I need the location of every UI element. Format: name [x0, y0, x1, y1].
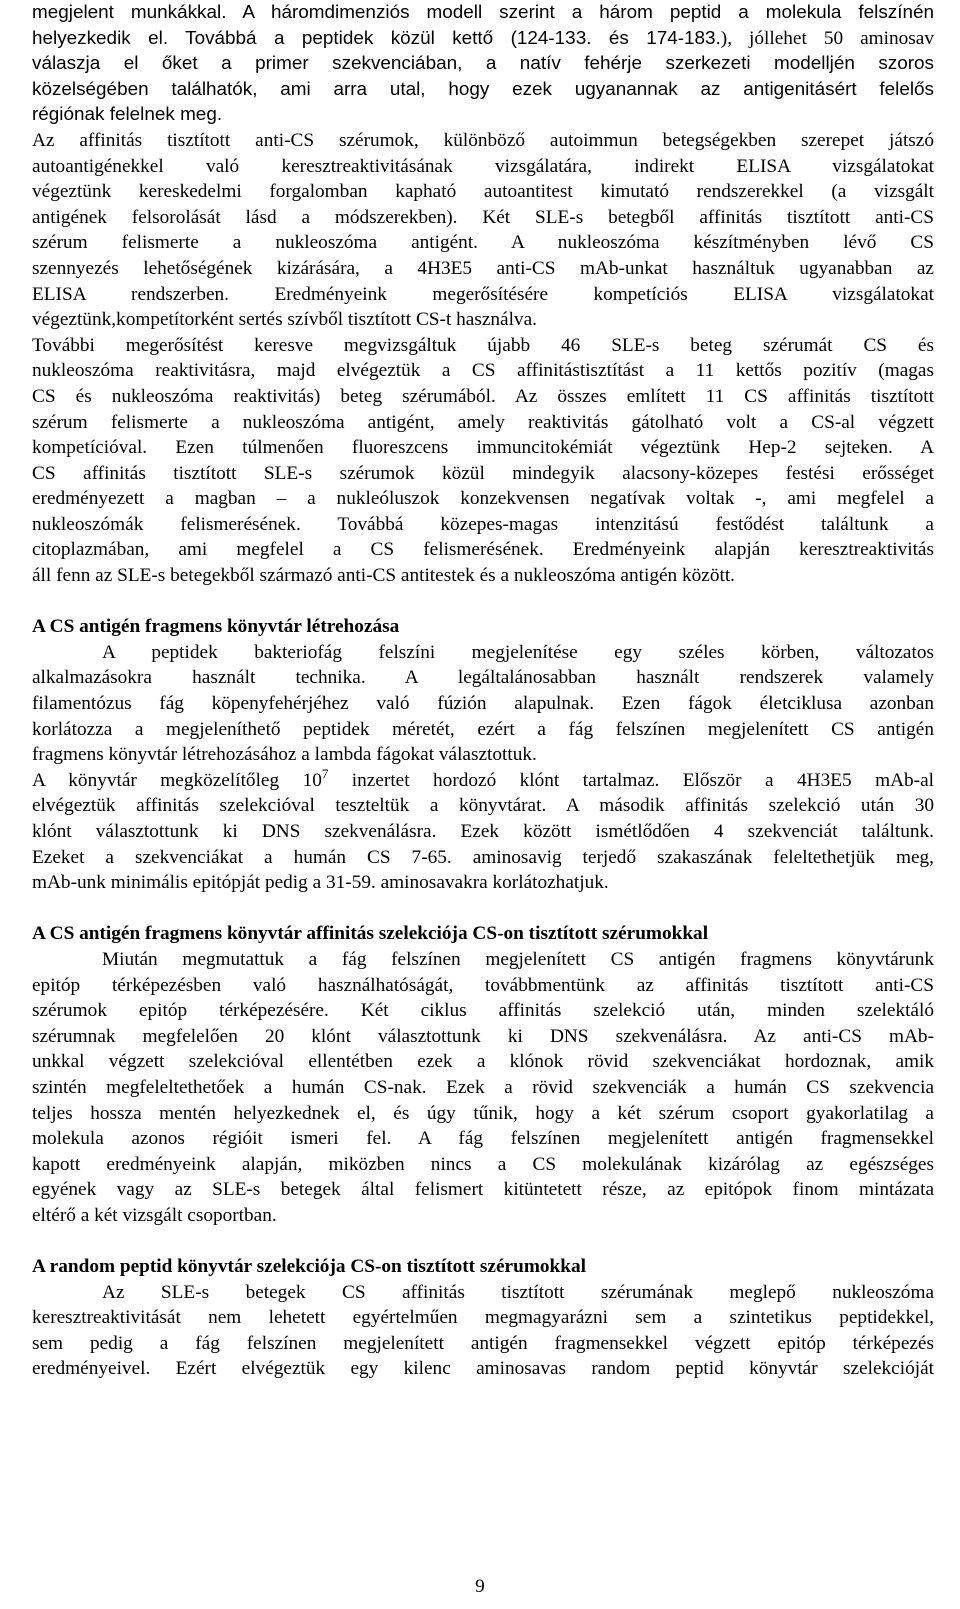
text-line: filamentózus fág köpenyfehérjéhez való fúzión alapulnak. Ezen fágok életciklusa azonban	[32, 693, 934, 715]
text-line	[32, 26, 934, 52]
text-line: fragmens könyvtár létrehozásához a lambda fágokat választottuk.	[32, 744, 537, 766]
text-line: unkkal végzett szelekcióval ellentétben ezek a klónok rövid szekvenciákat hordoznak, amik	[32, 1051, 934, 1073]
section-fragment-library	[32, 614, 934, 896]
document-page	[32, 0, 934, 1382]
text-line: nukleoszómák felismerésének. Továbbá közepes-magas intenzitású festődést találtunk a	[32, 513, 934, 535]
text-line: régiónak felelnek meg.	[32, 104, 223, 126]
section-random-peptide	[32, 1254, 934, 1382]
text-line: Ezeket a szekvenciákat a humán CS 7-65. aminosavig terjedő szakaszának feleltethetjük meg,	[32, 846, 934, 868]
affinity-paragraph	[32, 128, 934, 333]
section-affinity-selection	[32, 921, 934, 1228]
text-line: A peptidek bakteriofág felszíni megjelenítése egy széles körben, változatos	[102, 641, 934, 663]
text-line: végeztünk,kompetítorként sertés szívből tisztított CS-t használva.	[32, 309, 537, 331]
page-number: 9	[475, 1576, 485, 1597]
text-line: korlátozza a megjeleníthető peptidek méretét, ezért a fág felszínen megjelenített CS antigén	[32, 718, 934, 740]
text-span: A könyvtár megközelítőleg 10	[32, 769, 322, 791]
text-span: inzertet hordozó klónt tartalmaz. Először a 4H3E5 mAb-al	[328, 769, 934, 791]
text-line: áll fenn az SLE-s betegekből származó anti-CS antitestek és a nukleoszóma antigén között.	[32, 565, 736, 587]
text-line: Az affinitás tisztított anti-CS szérumok, különböző autoimmun betegségekben szerepet játszó	[32, 129, 934, 151]
text-line: alkalmazásokra használt technika. A legáltalánosabban használt rendszerek valamely	[32, 667, 934, 689]
text-line: citoplazmában, ami megfelel a CS felismerésének. Eredményeink alapján keresztreaktivitás	[32, 539, 934, 561]
spacer	[32, 1229, 934, 1255]
text-line: eredményeivel. Ezért elvégeztük egy kilenc aminosavas random peptid könyvtár szelekcióját	[32, 1358, 934, 1380]
text-line: nukleoszóma reaktivitásra, majd elvégeztük a CS affinitástisztítást a 11 kettős pozitív (magas	[32, 360, 934, 382]
section-heading: A CS antigén fragmens könyvtár affinitás szelekciója CS-on tisztított szérumokkal	[32, 923, 709, 945]
text-line: megjelent munkákkal. A háromdimenziós modell szerint a három peptid a molekula felszínén	[32, 2, 934, 23]
section-heading: A CS antigén fragmens könyvtár létrehozása	[32, 616, 400, 638]
text-line: eredményezett a magban – a nukleóluszok konzekvensen negatívak voltak -, ami megfelel a	[32, 488, 934, 510]
text-line: keresztreaktivitását nem lehetett egyértelműen megmagyarázni sem a szintetikus peptidekkel,	[32, 1307, 934, 1329]
text-span: helyezkedik el. Továbbá a peptidek közül kettő (124-133. és 174-183.	[32, 27, 721, 49]
text-line: eltérő a két vizsgált csoportban.	[32, 1204, 277, 1226]
text-line: CS affinitás tisztított SLE-s szérumok közül mindegyik alacsony-közepes festési erősséget	[32, 462, 934, 484]
text-line: sem pedig a fág felszínen megjelenített antigén fragmensekkel végzett epitóp térképezés	[32, 1332, 934, 1354]
text-line: elvégeztük affinitás szelekcióval teszteltük a könyvtárat. A második affinitás szelekció után 30	[32, 795, 934, 817]
section-heading: A random peptid könyvtár szelekciója CS-on tisztított szérumokkal	[32, 1256, 586, 1278]
text-line: szérum felismerte a nukleoszóma antigént. A nukleoszóma készítményben lévő CS	[32, 232, 934, 254]
text-line: válaszja el őket a primer szekvenciában, a natív fehérje szerkezeti modelljén szoros	[32, 53, 934, 75]
text-line: CS és nukleoszóma reaktivitás) beteg szérumából. Az összes említett 11 CS affinitás tisztított	[32, 385, 934, 407]
text-line: mAb-unk minimális epitópját pedig a 31-59. aminosavakra korlátozhatjuk.	[32, 872, 609, 894]
text-line: ELISA rendszerben. Eredményeink megerősítésére kompetíciós ELISA vizsgálatokat	[32, 283, 934, 305]
text-span: ), jóllehet 50 aminosav	[720, 27, 934, 49]
text-line: Miután megmutattuk a fág felszínen megjelenített CS antigén fragmens könyvtárunk	[102, 948, 934, 970]
text-line: klónt választottunk ki DNS szekvenálásra. Ezek között ismétlődően 4 szekvenciát találtunk.	[32, 821, 934, 842]
text-line: közelségében találhatók, ami arra utal, hogy ezek ugyanannak az antigenitásért felelős	[32, 78, 934, 100]
spacer	[32, 589, 934, 615]
text-line: teljes hossza mentén helyezkednek el, és úgy tűnik, hogy a két szérum csoport gyakorlatilag a	[32, 1102, 934, 1124]
text-line: autoantigénekkel való keresztreaktivitásának vizsgálatára, indirekt ELISA vizsgálatokat	[32, 155, 934, 177]
text-line: kompetícióval. Ezen túlmenően fluoreszcens immuncitokémiát végeztünk Hep-2 sejteken. A	[32, 437, 934, 459]
further-paragraph	[32, 333, 934, 589]
text-line: Az SLE-s betegek CS affinitás tisztított szérumának meglepő nukleoszóma	[102, 1281, 934, 1303]
text-line: További megerősítést keresve megvizsgáltuk újabb 46 SLE-s beteg szérumát CS és	[32, 334, 934, 356]
text-line	[32, 768, 934, 794]
text-line: szintén megfeleltethetőek a humán CS-nak. Ezek a rövid szekvenciák a humán CS szekvencia	[32, 1076, 934, 1098]
text-line: egyének vagy az SLE-s betegek által felismert kitüntetett része, az epitópok finom mintázata	[32, 1179, 934, 1201]
text-line: molekula azonos régióit ismeri fel. A fág felszínen megjelenített antigén fragmensekkel	[32, 1128, 934, 1150]
text-line: végeztünk kereskedelmi forgalomban kapható autoantitest kimutató rendszerekkel (a vizsgált	[32, 181, 934, 203]
text-line: szérum felismerte a nukleoszóma antigént, amely reaktivitás gátolható volt a CS-al végzett	[32, 411, 934, 433]
text-line: epitóp térképezésben való használhatóságát, továbbmentünk az affinitás tisztított anti-CS	[32, 974, 934, 996]
superscript: 7	[321, 766, 329, 782]
text-line: szérumok epitóp térképezésére. Két ciklus affinitás szelekció után, minden szelektáló	[32, 1000, 934, 1022]
intro-paragraph	[32, 0, 934, 128]
text-line: antigének felsorolását lásd a módszerekben). Két SLE-s betegből affinitás tisztított anti-CS	[32, 206, 934, 228]
text-line: szérumnak megfelelően 20 klónt választottunk ki DNS szekvenálásra. Az anti-CS mAb-	[32, 1025, 934, 1047]
text-line: szennyezés lehetőségének kizárására, a 4H3E5 anti-CS mAb-unkat használtuk ugyanabban az	[32, 257, 934, 279]
spacer	[32, 896, 934, 922]
text-line: kapott eredményeink alapján, miközben nincs a CS molekulának kizárólag az egészséges	[32, 1153, 934, 1175]
